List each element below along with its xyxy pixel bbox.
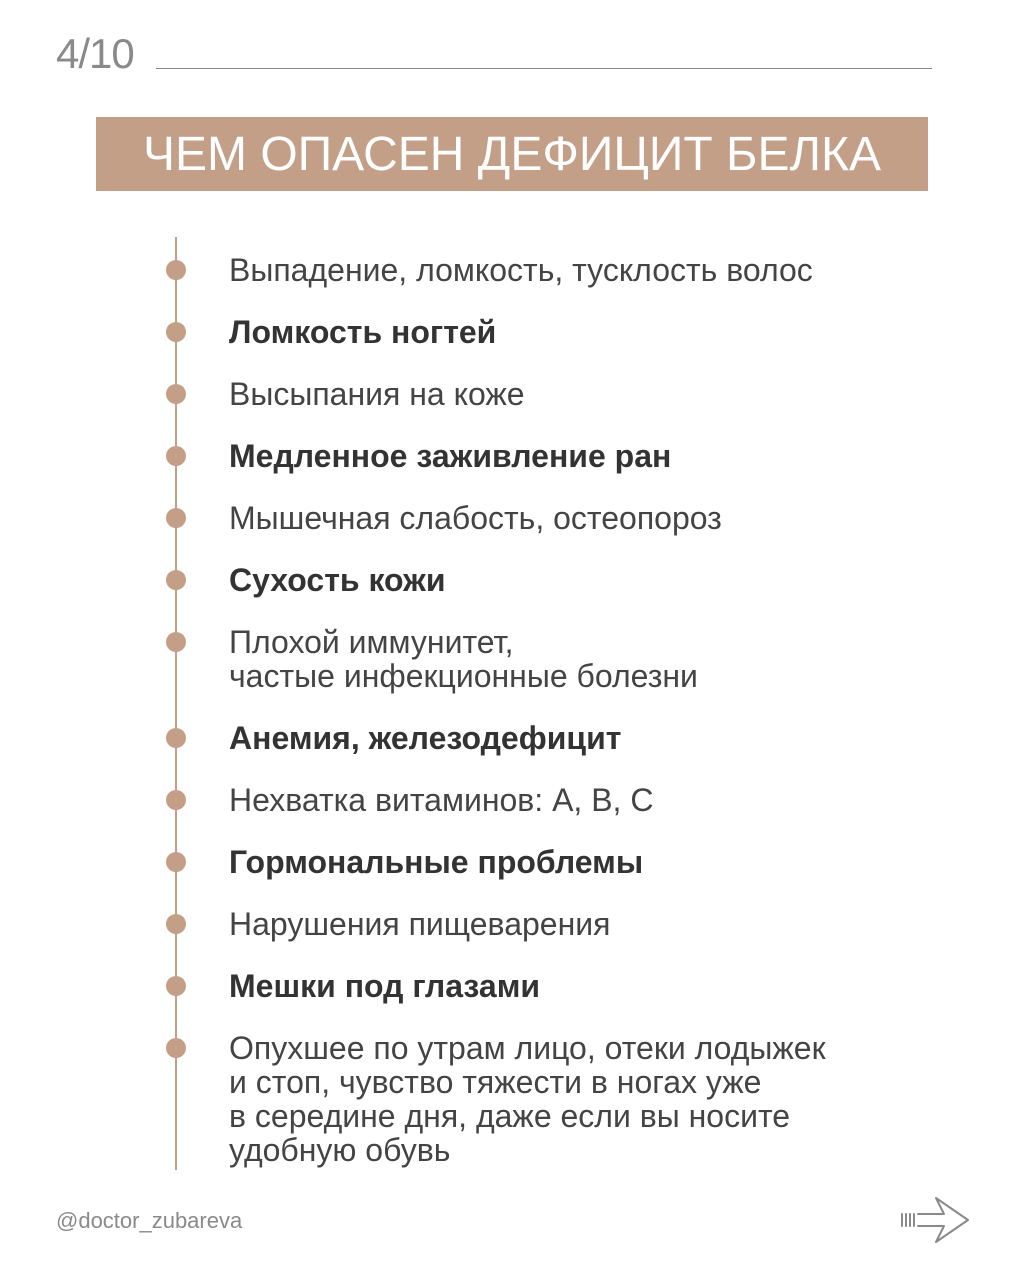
bullet-dot <box>166 260 186 280</box>
list-item-text: Выпадение, ломкость, тусклость волос <box>229 252 813 288</box>
bullet-dot <box>166 728 186 748</box>
bullet-dot <box>166 790 186 810</box>
page-counter: 4/10 <box>56 30 134 77</box>
bullet-dot <box>166 632 186 652</box>
bullet-dot <box>166 570 186 590</box>
list-item-text: Сухость кожи <box>229 562 446 598</box>
list-item-text: Высыпания на коже <box>229 376 525 412</box>
list-item-text: Мышечная слабость, остеопороз <box>229 500 722 536</box>
bullet-dot <box>166 914 186 934</box>
list-item-text: Ломкость ногтей <box>229 314 497 350</box>
timeline-line <box>175 237 177 1170</box>
bullet-dot <box>166 508 186 528</box>
header-divider <box>156 68 932 69</box>
bullet-dot <box>166 976 186 996</box>
bullet-dot <box>166 1038 186 1058</box>
list-item-text: Медленное заживление ран <box>229 438 672 474</box>
arrow-right-icon[interactable] <box>898 1190 974 1250</box>
list-item-text: Нарушения пищеварения <box>229 906 611 942</box>
bullet-dot <box>166 322 186 342</box>
page-title: ЧЕМ ОПАСЕН ДЕФИЦИТ БЕЛКА <box>143 127 881 181</box>
list-item-text: Анемия, железодефицит <box>229 720 622 756</box>
list-item-text: Опухшее по утрам лицо, отеки лодыжек и стоп, чувство тяжести в ногах уже в середине дня, даже если вы носите удобную обувь <box>229 1030 826 1168</box>
bullet-dot <box>166 384 186 404</box>
author-handle: @doctor_zubareva <box>56 1208 243 1233</box>
list-item-text: Мешки под глазами <box>229 968 541 1004</box>
list-item-text: Нехватка витаминов: А, В, С <box>229 782 654 818</box>
bullet-dot <box>166 852 186 872</box>
list-item-text: Гормональные проблемы <box>229 844 644 880</box>
title-banner <box>96 117 928 191</box>
bullet-dot <box>166 446 186 466</box>
list-item-text: Плохой иммунитет, частые инфекционные болезни <box>229 624 698 694</box>
